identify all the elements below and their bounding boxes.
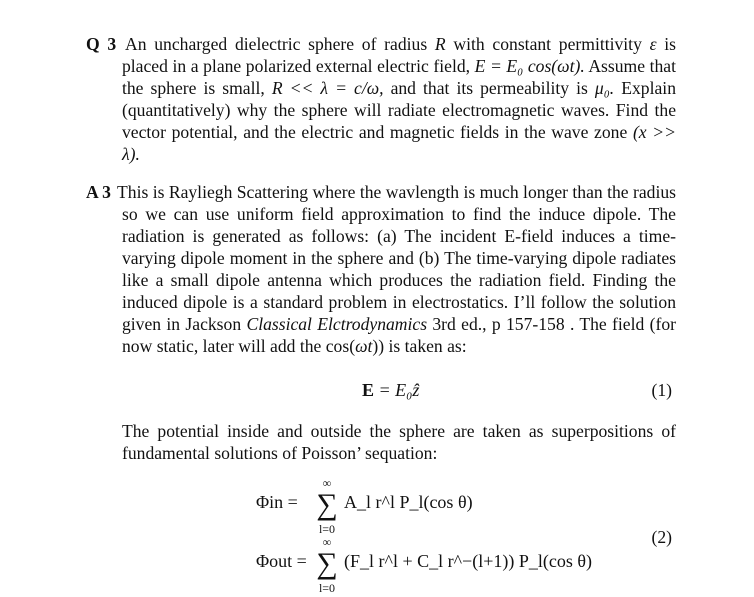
phi-out-rhs: (F_l r^l + C_l r^−(l+1)) P_l(cos θ) xyxy=(344,551,592,571)
phi-out-sum-symbol: ∑ xyxy=(316,547,338,580)
question-text-5: and that its permeability is xyxy=(383,78,595,98)
equation-1-body xyxy=(362,380,419,401)
question-text-6: Explain (quantitatively) why the sphere will radiate electromagnetic waves. Find the vector potential, and the electric and magnetic fields in the wave zone xyxy=(122,78,676,142)
question-block xyxy=(86,33,676,165)
equation-1-lhs: E xyxy=(362,380,375,400)
question-permittivity-symbol: ε xyxy=(649,34,657,54)
phi-out-sum-upper: ∞ xyxy=(322,535,332,549)
question-label: Q 3 xyxy=(86,34,117,54)
equation-2 xyxy=(86,478,676,596)
phi-in-sum-upper: ∞ xyxy=(322,476,332,490)
answer-text-1: This is Rayliegh Scattering where the wavlength is much longer than the radius so we can use uniform field approximation to find the induce dipole. The radiation is generated as follows: (a) The incident E-field induces a time-varying dipole moment in the sphere and (b) The time-varying dipole radiates like a small dipole antenna which produces the radiation field. Finding the induced dipole is a standard problem in electrostatics. I’ll follow the solution given in Jackson xyxy=(117,182,676,334)
question-field-equation: E = E₀ cos(ωt). xyxy=(474,56,585,76)
answer-text-3: )) is taken as: xyxy=(372,336,467,356)
answer-paragraph xyxy=(86,181,676,357)
question-text-3: is placed in a plane polarized external electric field, xyxy=(122,34,677,76)
question-paragraph xyxy=(86,33,676,165)
question-text-2: with constant permittivity xyxy=(445,34,650,54)
equation-1-rhs: = E₀ẑ xyxy=(374,380,420,400)
question-radius-symbol: R xyxy=(434,34,446,54)
question-permeability: μ₀. xyxy=(594,78,615,98)
phi-in-lhs: Φin = xyxy=(256,492,298,512)
phi-in-sum xyxy=(314,476,340,536)
question-small-condition: R << λ = c/ω, xyxy=(271,78,384,98)
question-text-1: An uncharged dielectric sphere of radius xyxy=(125,34,435,54)
phi-out-sum xyxy=(314,535,340,595)
answer-text-2: 3rd ed., p 157-158 . The field (for now static, later will add the cos( xyxy=(122,314,676,356)
phi-in-sum-symbol: ∑ xyxy=(316,488,338,521)
phi-in-rhs: A_l r^l P_l(cos θ) xyxy=(344,492,473,512)
equation-2-number: (2) xyxy=(651,527,672,547)
phi-out-sum-lower: l=0 xyxy=(318,581,336,595)
answer-block xyxy=(86,181,676,357)
paragraph-2: The potential inside and outside the sphere are taken as superpositions of fundamental solutions of Poisson’ sequation: xyxy=(122,421,676,463)
phi-out-lhs: Φout = xyxy=(256,551,307,571)
question-wave-zone: (x >> λ). xyxy=(122,122,677,164)
answer-book-title: Classical Elctrodynamics xyxy=(246,314,428,334)
equation-1 xyxy=(86,380,676,404)
answer-label: A 3 xyxy=(86,182,111,202)
answer-omega-t: ωt xyxy=(355,336,373,356)
question-text-4: Assume that the sphere is small, xyxy=(122,56,677,98)
equation-1-number: (1) xyxy=(651,380,672,400)
phi-in-sum-lower: l=0 xyxy=(318,522,336,536)
